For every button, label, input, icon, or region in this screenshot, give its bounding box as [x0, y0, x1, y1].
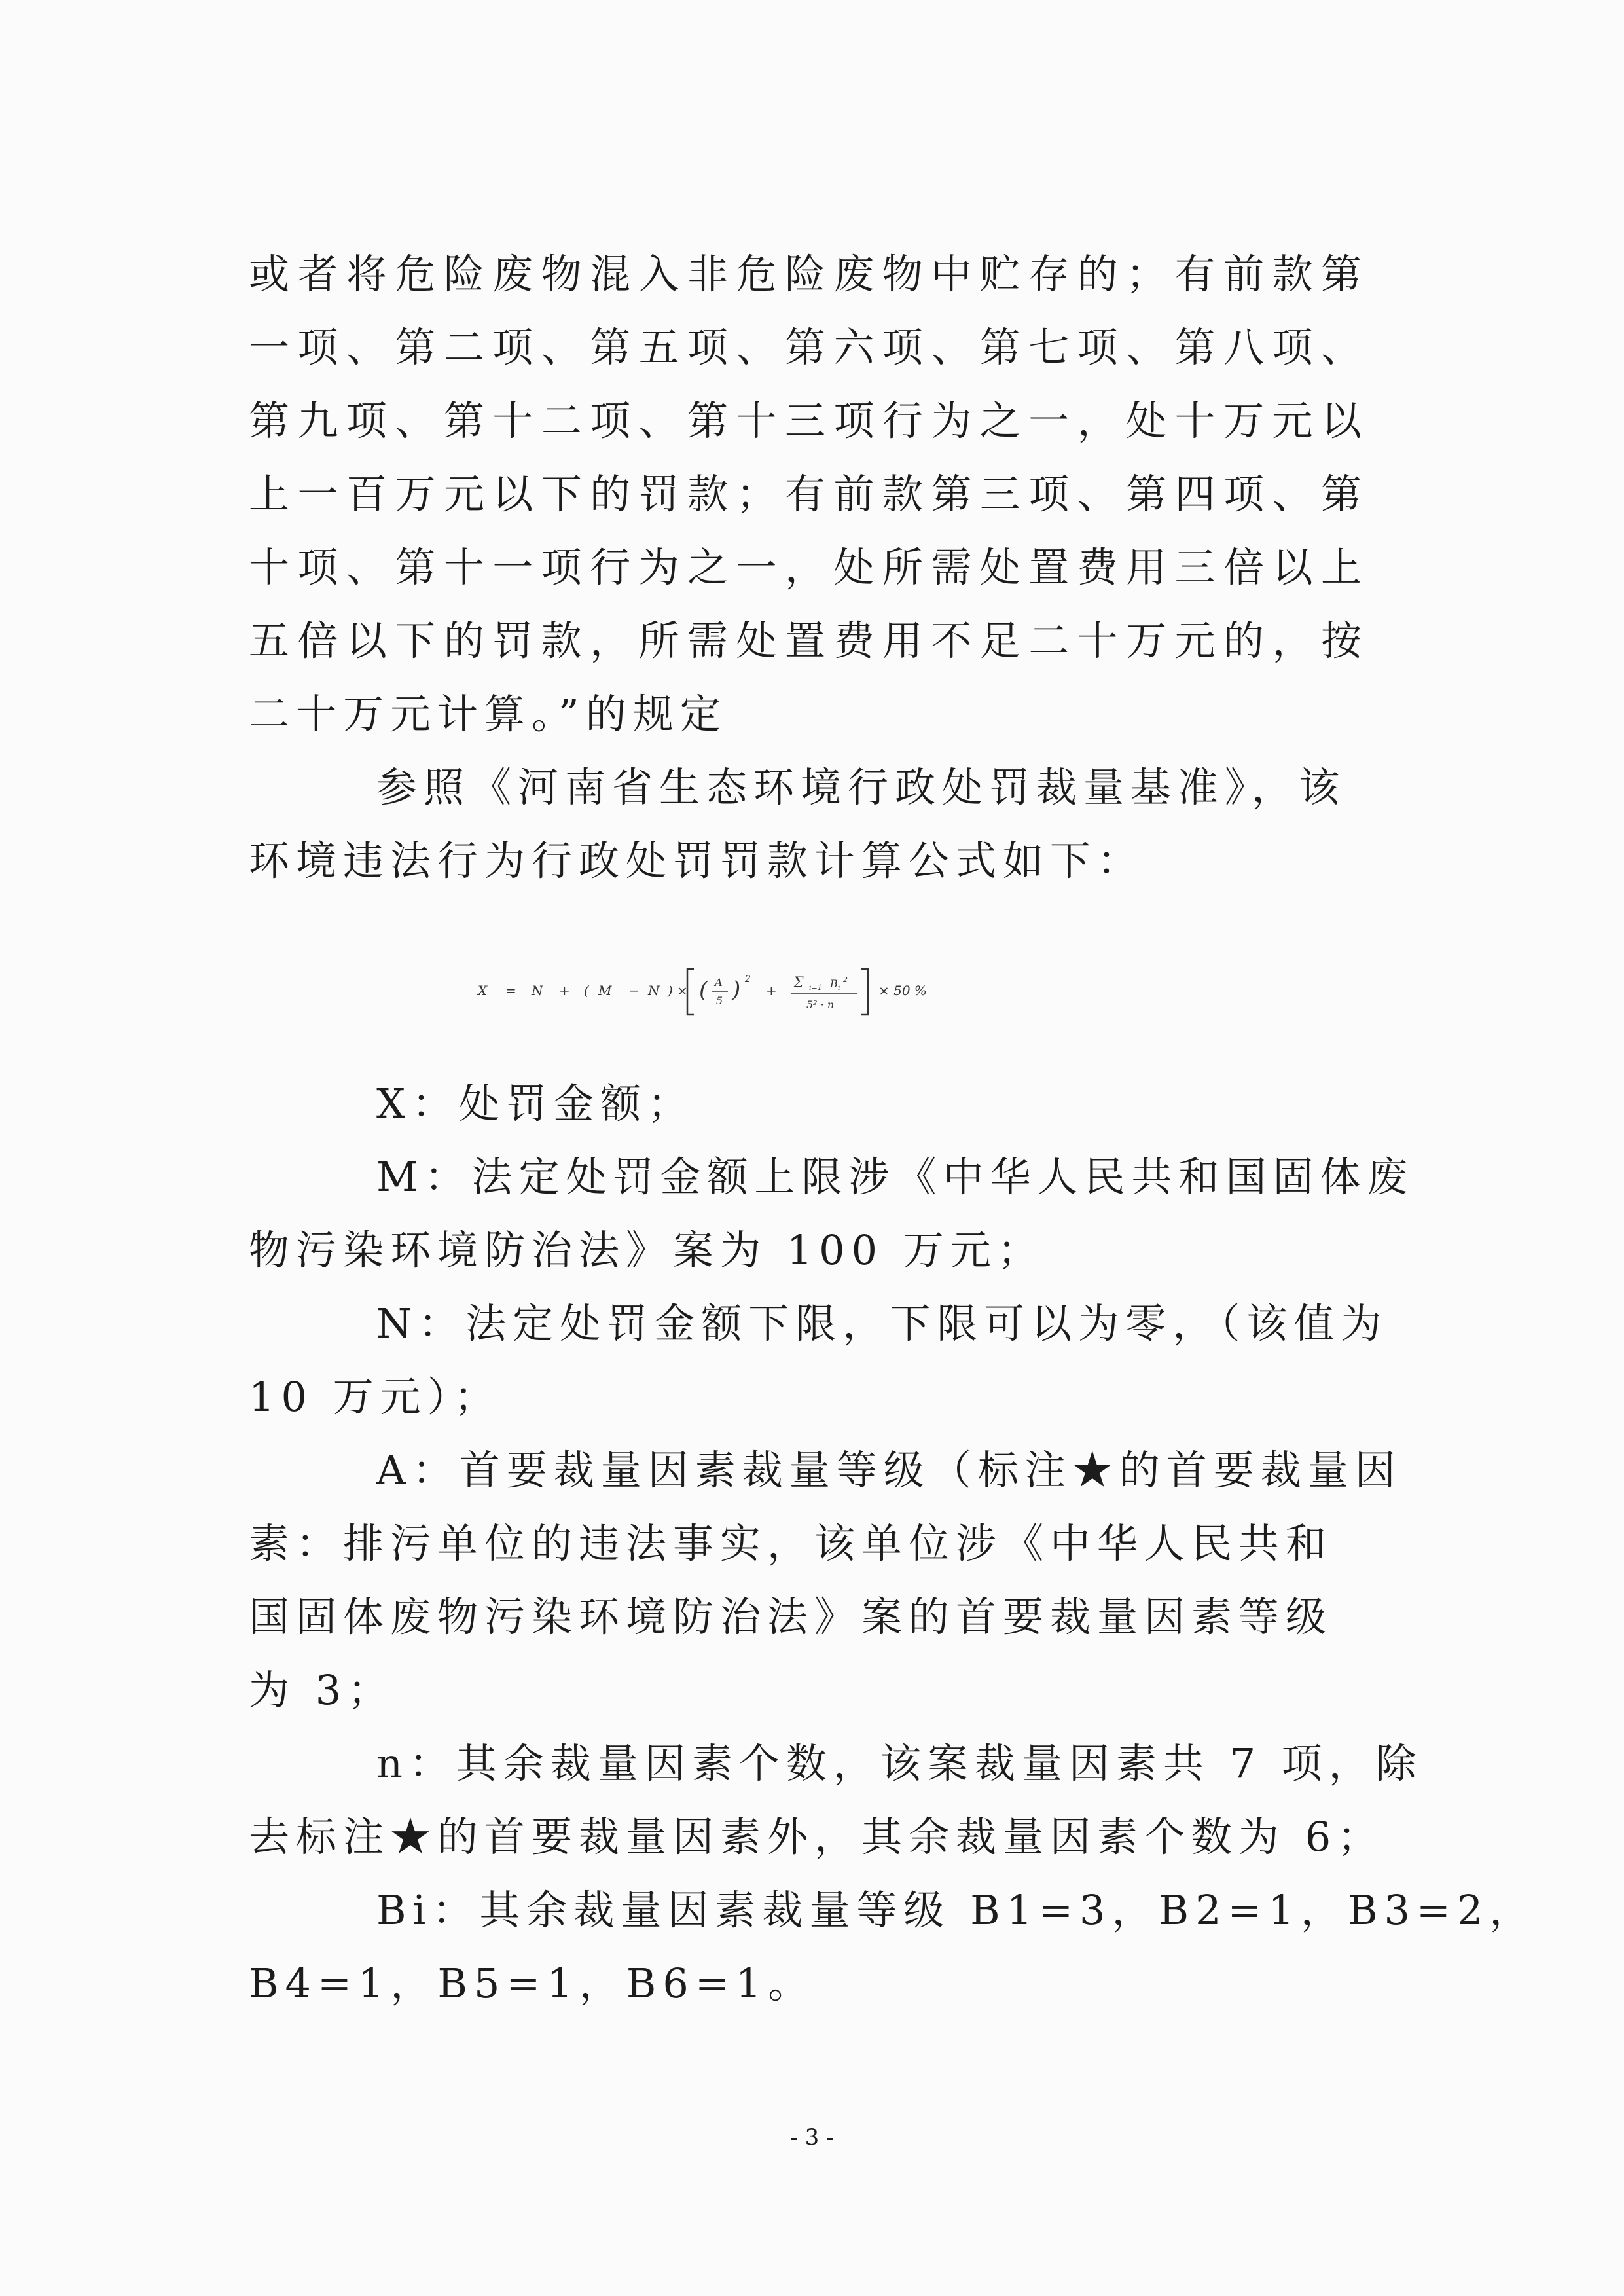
- definition-m-cont: 物污染环境防治法》案为 100 万元；: [249, 1226, 1045, 1274]
- formula-eq: =: [505, 983, 516, 998]
- formula-sigma: Σ: [793, 975, 804, 991]
- definition-n-cont: 10 万元）；: [249, 1373, 501, 1421]
- definition-a-cont: 国固体废物污染环境防治法》案的首要裁量因素等级: [249, 1593, 1333, 1641]
- formula-five: 5: [716, 994, 723, 1007]
- paragraph-line: 参照《河南省生态环境行政处罚裁量基准》，该: [376, 763, 1346, 811]
- paragraph-line: 上一百万元以下的罚款；有前款第三项、第四项、第: [249, 470, 1362, 518]
- formula-bi: B: [830, 977, 838, 990]
- formula-minus: −: [628, 983, 640, 998]
- formula-times: ×: [677, 983, 688, 998]
- formula-bi-exp: 2: [843, 975, 848, 984]
- definition-small-n: n：其余裁量因素个数，该案裁量因素共 7 项，除: [376, 1740, 1423, 1787]
- definition-bi: Bi：其余裁量因素裁量等级 B1=3，B2=1，B3=2，: [376, 1886, 1537, 1934]
- formula-sub: i=1: [809, 983, 822, 992]
- definition-a: A：首要裁量因素裁量等级（标注★的首要裁量因: [376, 1446, 1402, 1494]
- paragraph-line: 或者将危险废物混入非危险废物中贮存的；有前款第: [249, 250, 1362, 298]
- formula-n2: N: [648, 983, 660, 998]
- page-number: - 3 -: [790, 2124, 834, 2151]
- formula-n: N: [532, 983, 543, 998]
- formula-m: M: [598, 983, 612, 998]
- formula-isub: i: [838, 983, 840, 992]
- definition-a-cont: 素：排污单位的违法事实，该单位涉《中华人民共和: [249, 1520, 1333, 1567]
- formula-den: 5² · n: [806, 998, 835, 1011]
- paragraph-line: 二十万元计算。”的规定: [249, 690, 727, 738]
- paragraph-line: 环境违法行为行政处罚罚款计算公式如下：: [249, 837, 1145, 884]
- formula-paren-open: (: [584, 983, 589, 998]
- paragraph-line: 十项、第十一项行为之一，处所需处置费用三倍以上: [249, 543, 1362, 591]
- formula-plus: +: [559, 983, 570, 998]
- definition-bi-cont: B4=1，B5=1，B6=1。: [249, 1959, 816, 2007]
- paragraph-line: 一项、第二项、第五项、第六项、第七项、第八项、: [249, 323, 1362, 371]
- definition-small-n-cont: 去标注★的首要裁量因素外，其余裁量因素个数为 6；: [249, 1813, 1385, 1861]
- definition-a-cont: 为 3；: [249, 1666, 395, 1714]
- formula-bracket-left: [687, 969, 694, 1015]
- formula-paren-a-open: (: [699, 977, 708, 1003]
- formula-x: X: [478, 983, 488, 998]
- formula-pct: × 50 %: [878, 983, 927, 998]
- formula-bracket-right: [861, 969, 868, 1015]
- paragraph-line: 五倍以下的罚款，所需处置费用不足二十万元的，按: [249, 617, 1362, 665]
- formula-paren-close: ): [668, 983, 673, 998]
- formula-paren-a-close: ): [732, 977, 741, 1003]
- definition-m: M：法定处罚金额上限涉《中华人民共和国固体废: [376, 1153, 1415, 1201]
- formula-exp: 2: [745, 974, 751, 985]
- penalty-formula: [471, 961, 1165, 1020]
- definition-x: X：处罚金额；: [376, 1080, 695, 1127]
- definition-n: N：法定处罚金额下限，下限可以为零，（该值为: [376, 1300, 1388, 1347]
- formula-a: A: [715, 976, 723, 989]
- formula-plus2: +: [766, 983, 777, 998]
- paragraph-line: 第九项、第十二项、第十三项行为之一，处十万元以: [249, 397, 1362, 445]
